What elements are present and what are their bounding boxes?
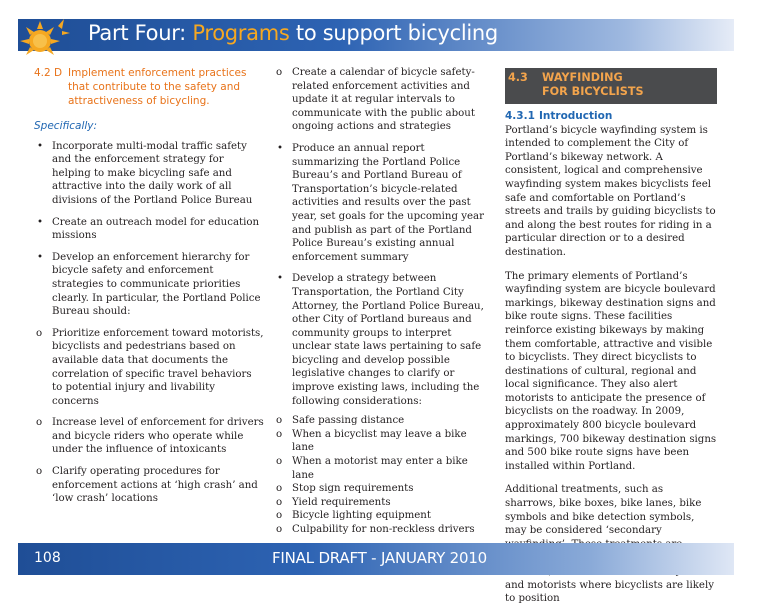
sub-list-item: o Prioritize enforcement toward motorists, bicyclists and pedestrians based on available data that documents the correlation of specific travel behaviors to potential injury and livability concerns: [34, 327, 264, 409]
list-item: • Develop an enforcement hierarchy for bicycle safety and enforcement strategies to communicate priorities clearly. In particular, the Portland Police Bureau should: o Prioritize enforcement toward motorists, bicyclists and pedestrians based on available data that documents the correlation of specific travel behaviors to potential injury and livability concerns o Increase level of enforcement for drivers and bicycle riders who operate while under the influence of intoxicants o Clarify operating procedures for enforcement actions at ‘high crash’ and ‘low crash’ locations: [34, 251, 264, 506]
page-number: 108: [34, 550, 61, 566]
sub-list-item: o Stop sign requirements: [274, 482, 484, 496]
sub-list-item: o Yield requirements: [274, 496, 484, 510]
sub-list: [34, 327, 264, 506]
specifically-label: Specifically:: [34, 120, 98, 132]
bullet-list: [274, 142, 484, 537]
sub-list-item: o Safe passing distance: [274, 414, 484, 428]
sub-list-item: o When a bicyclist may leave a bike lane: [274, 428, 484, 455]
list-item: • Develop a strategy between Transportation, the Portland City Attorney, the Portland Police Bureau, other City of Portland bureaus and community groups to interpret unclear state laws pertaining to safe bicycling and develop possible legislative changes to clarify or improve existing laws, including the following considerations: o Safe passing distance o When a bicyclist may leave a bike lane o When a motorist may enter a bike lane o Stop sign requirements o Yield requirements o Bicycle lighting equipment o Culpability for non-reckless drivers: [274, 272, 484, 536]
sub-list-item: o Culpability for non-reckless drivers: [274, 523, 484, 537]
considerations-list: [274, 414, 484, 536]
sub-list-item: o Create a calendar of bicycle safety-related enforcement activities and update it at regular intervals to communicate with the public about ongoing actions and strategies: [274, 66, 484, 134]
section-heading: 4.2 D Implement enforcement practices that contribute to the safety and attractiveness of bicycling.: [34, 67, 247, 107]
footer-title: FINAL DRAFT - JANUARY 2010: [272, 549, 488, 567]
list-item: • Produce an annual report summarizing the Portland Police Bureau’s and Portland Bureau of Transportation’s bicycle-related activities and results over the past year, set goals for the upcoming year and publish as part of the Portland Police Bureau’s existing annual enforcement summary: [274, 142, 484, 264]
column-left: [34, 66, 264, 506]
subsection-heading: 4.3.1 Introduction: [505, 110, 613, 122]
page-header: [18, 19, 734, 51]
page-title: Part Four: Programs to support bicycling: [88, 21, 498, 45]
paragraph: Portland’s bicycle wayfinding system is intended to complement the City of Portland’s bikeway network. A consistent, logical and comprehensive wayfinding system makes bicyclists feel safe and comfortable on Portland’s streets and trails by guiding bicyclists to and along the best routes for riding in a particular direction or to a desired destination.: [505, 124, 716, 258]
page-footer: [18, 543, 734, 575]
sub-list: [274, 66, 484, 134]
section-box-heading: 4.3 WAYFINDING FOR BICYCLISTS: [505, 68, 717, 104]
column-right: [505, 68, 717, 616]
sub-list-item: o Bicycle lighting equipment: [274, 509, 484, 523]
sub-list-item: o Increase level of enforcement for drivers and bicycle riders who operate while under the influence of intoxicants: [34, 416, 264, 457]
column-middle: [274, 66, 484, 537]
sub-list-item: o Clarify operating procedures for enforcement actions at ‘high crash’ and ‘low crash’ locations: [34, 465, 264, 506]
sun-icon: [18, 15, 76, 55]
list-item: • Incorporate multi-modal traffic safety and the enforcement strategy for helping to make bicycling safe and attractive into the daily work of all divisions of the Portland Police Bureau: [34, 140, 264, 208]
paragraph: The primary elements of Portland’s wayfinding system are bicycle boulevard markings, bikeway destination signs and bike route signs. These facilities reinforce existing bikeways by making them comfortable, attractive and visible to bicyclists. They direct bicyclists to destinations of cultural, regional and local significance. They also alert motorists to anticipate the presence of bicyclists on the roadway. In 2009, approximately 800 bicycle boulevard markings, 700 bikeway destination signs and 500 bike route signs have been installed within Portland.: [505, 270, 717, 472]
paragraph: Additional treatments, such as sharrows, bike boxes, bike lanes, bike symbols and bike detection symbols, may be considered ‘secondary and motorists where bicyclists are likely to position: [505, 484, 714, 605]
sub-list-item: o When a motorist may enter a bike lane: [274, 455, 484, 482]
list-item: • Create an outreach model for education missions: [34, 216, 264, 243]
bullet-list: [34, 140, 264, 506]
